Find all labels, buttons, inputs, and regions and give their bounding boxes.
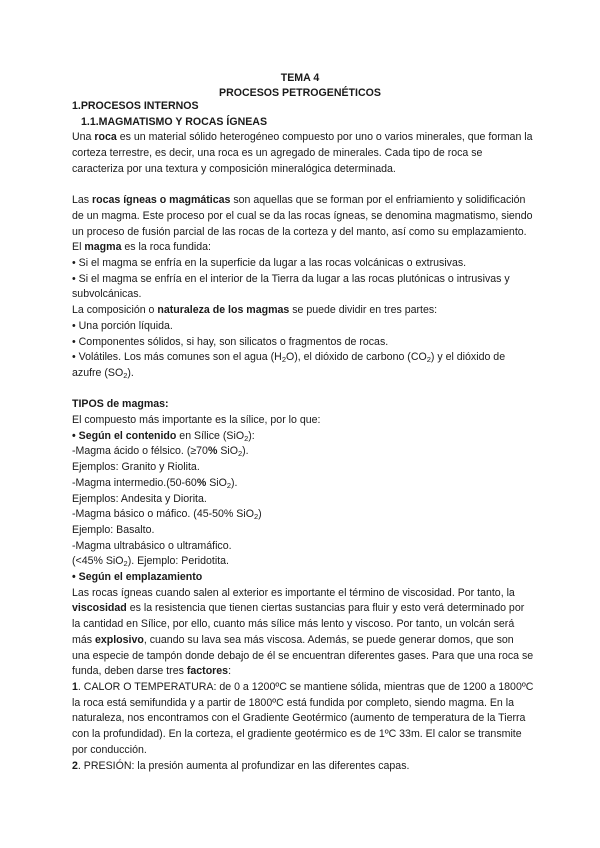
paragraph-magma: El magma es la roca fundida: <box>72 241 211 254</box>
doc-subtitle: PROCESOS PETROGENÉTICOS <box>219 87 381 99</box>
paragraph-factor-2: 2. PRESIÓN: la presión aumenta al profundizar en las diferentes capas. <box>72 759 410 772</box>
term-viscosidad: viscosidad <box>72 602 127 615</box>
paragraph-factor-1: 1. CALOR O TEMPERATURA: de 0 a 1200ºC se mantiene sólida, mientras que de 1200 a 1800ºC la roca está semifundida y a partir de 1800ºC está fundida por completo, siendo magma. En la naturaleza, nos encontramos con el Gradiente Geotérmico (aumento de temperatura de la Tierra con la profundidad). En la corteza, el gradiente geotérmico es de 1ºC 33m. El calor se transmite por conducción. <box>72 680 534 756</box>
list-item: -Magma ultrabásico o ultramáfico. <box>72 539 232 552</box>
list-item: Ejemplo: Basalto. <box>72 523 155 536</box>
doc-title: TEMA 4 <box>280 72 320 84</box>
paragraph-roca: Una roca es un material sólido heterogéneo compuesto por uno o varios minerales, que forman la corteza terrestre, es decir, una roca es un agregado de minerales. Cada tipo de roca se caracteriza por una textura y composición mineralógica determinada. <box>72 131 533 175</box>
term-naturaleza: naturaleza de los magmas <box>157 304 290 317</box>
paragraph-composicion: La composición o naturaleza de los magmas se puede dividir en tres partes: <box>72 304 438 317</box>
list-item: Ejemplos: Granito y Riolita. <box>72 461 200 474</box>
section-heading-1: 1.PROCESOS INTERNOS <box>72 100 199 112</box>
list-item: • Según el contenido en Sílice (SiO$_2$): <box>72 429 255 443</box>
list-item: (<45% SiO$_2$). Ejemplo: Peridotita. <box>72 555 229 569</box>
list-item: -Magma básico o máfico. (45-50% SiO$_2$) <box>72 508 262 522</box>
term-factores: factores <box>186 665 229 678</box>
list-item: • Una porción líquida. <box>72 319 173 332</box>
list-item: -Magma ácido o félsico. (≥70% SiO$_2$). <box>72 445 249 459</box>
section-heading-1-1: 1.1.MAGMATISMO Y ROCAS ÍGNEAS <box>81 115 268 128</box>
list-item: • Componentes sólidos, si hay, son silicatos o fragmentos de rocas. <box>72 335 389 348</box>
term-magma: magma <box>84 241 122 254</box>
list-item: • Si el magma se enfría en el interior de la Tierra da lugar a las rocas plutónicas o intrusivas y subvolcánicas. <box>72 272 510 301</box>
list-item: -Magma intermedio.(50-60% SiO$_2$). <box>72 476 238 490</box>
list-item: • Volátiles. Los más comunes son el agua $(H_2O)$, el dióxido de carbono $(CO_2)$ y el dióxido de azufre $(SO_2)$. <box>72 351 506 380</box>
list-item: Ejemplos: Andesita y Diorita. <box>72 492 207 505</box>
tipos-intro: El compuesto más importante es la sílice, por lo que: <box>72 414 321 427</box>
term-roca: roca <box>94 131 117 144</box>
term-explosivo: explosivo <box>94 633 144 646</box>
list-item: • Según el emplazamiento <box>72 571 203 584</box>
term-rocas-igneas: rocas ígneas o magmáticas <box>92 194 231 207</box>
paragraph-rocas-igneas: Las rocas ígneas o magmáticas son aquellas que se forman por el enfriamiento y solidificación de un magma. Este proceso por el cual se da las rocas ígneas, se denomina magmatismo, siendo un proceso de fusión parcial de las rocas de la corteza y del manto, así como su emplazamiento. <box>72 194 533 238</box>
paragraph-viscosidad: Las rocas ígneas cuando salen al exterior es importante el término de viscosidad. Por tanto, la viscosidad es la resistencia que tienen ciertas sustancias para fluir y esto verá determinado por la cantidad en Sílice, por ello, cuanto más sílice más lento y viscoso. Por tanto, un volcán será más explosivo, cuando su lava sea más viscosa. Además, se puede generar domos, que son una especie de tampón donde debajo de él se encuentran diferentes gases. Para que una roca se funda, deben darse tres factores: <box>72 586 534 678</box>
doc-body <box>72 99 534 774</box>
tipos-heading: TIPOS de magmas: <box>72 398 169 411</box>
list-item: • Si el magma se enfría en la superficie da lugar a las rocas volcánicas o extrusivas. <box>72 257 467 270</box>
